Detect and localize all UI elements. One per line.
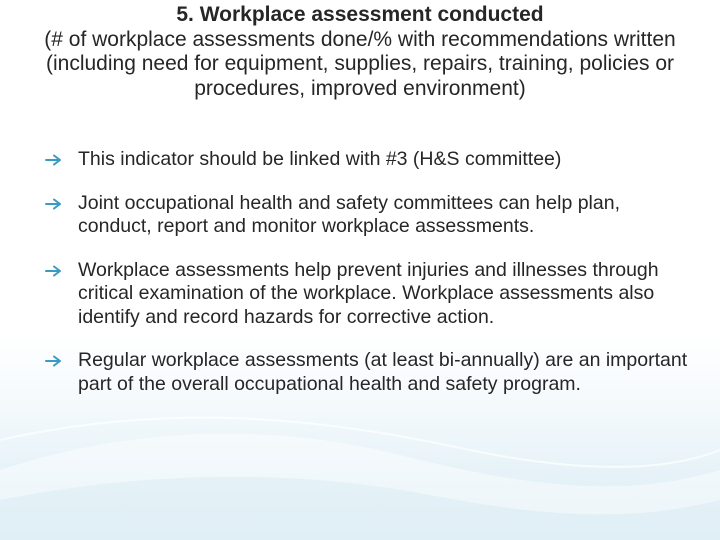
title-main: 5. Workplace assessment conducted [176,3,544,26]
bullet-item-1 [44,148,694,172]
bullet-item-2 [44,192,694,239]
bullet-text: Workplace assessments help prevent injuries and illnesses through critical examination of the workplace. Workplace assessments also identify and record hazards for corrective action. [78,258,659,328]
bullet-item-4 [44,349,694,396]
bullet-text: This indicator should be linked with #3 (H&S committee) [78,148,562,170]
bullet-item-3 [44,259,694,330]
bullet-list [44,148,694,416]
arrow-bullet-icon [44,153,68,167]
bullet-text: Regular workplace assessments (at least bi-annually) are an important part of the overall occupational health and safety program. [78,349,688,395]
arrow-bullet-icon [44,264,68,278]
title-subtitle: (# of workplace assessments done/% with recommendations written (including need for equipment, supplies, repairs, training, policies or procedures, improved environment) [44,27,676,100]
arrow-bullet-icon [44,197,68,211]
slide-title [20,3,700,101]
bullet-text: Joint occupational health and safety committees can help plan, conduct, report and monitor workplace assessments. [78,191,621,237]
arrow-bullet-icon [44,354,68,368]
